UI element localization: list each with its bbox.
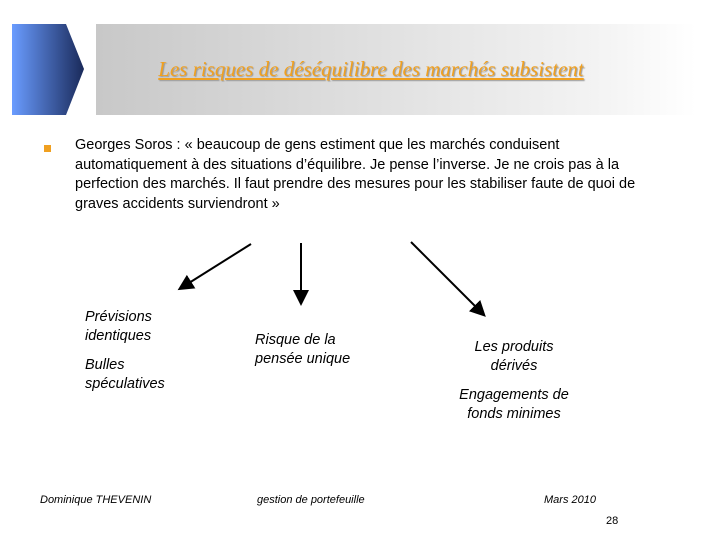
arrow-right (411, 242, 483, 314)
left-item-2: Bulles spéculatives (85, 357, 165, 392)
quote-text: Georges Soros : « beaucoup de gens estiment que les marchés conduisent automatiquement à des situations d’équilibre. Je pense l’inverse. Je ne crois pas à la perfection des marchés. Il faut prendre des mesures pour les stabiliser faute de quoi de graves accidents surviendront » (75, 137, 636, 212)
right-item-1: Les produits dérivés (474, 339, 554, 374)
footer-author: Dominique THEVENIN (40, 494, 152, 506)
arrow-left (181, 244, 251, 288)
footer-subject: gestion de portefeuille (257, 494, 365, 506)
page-number: 28 (606, 515, 619, 527)
right-item-2: Engagements de fonds minimes (459, 387, 569, 422)
left-item-1: Prévisions identiques (85, 309, 152, 344)
footer-date: Mars 2010 (544, 494, 596, 506)
slide-title: Les risques de déséquilibre des marchés subsistent (158, 57, 584, 81)
middle-item: Risque de la pensée unique (255, 332, 351, 367)
